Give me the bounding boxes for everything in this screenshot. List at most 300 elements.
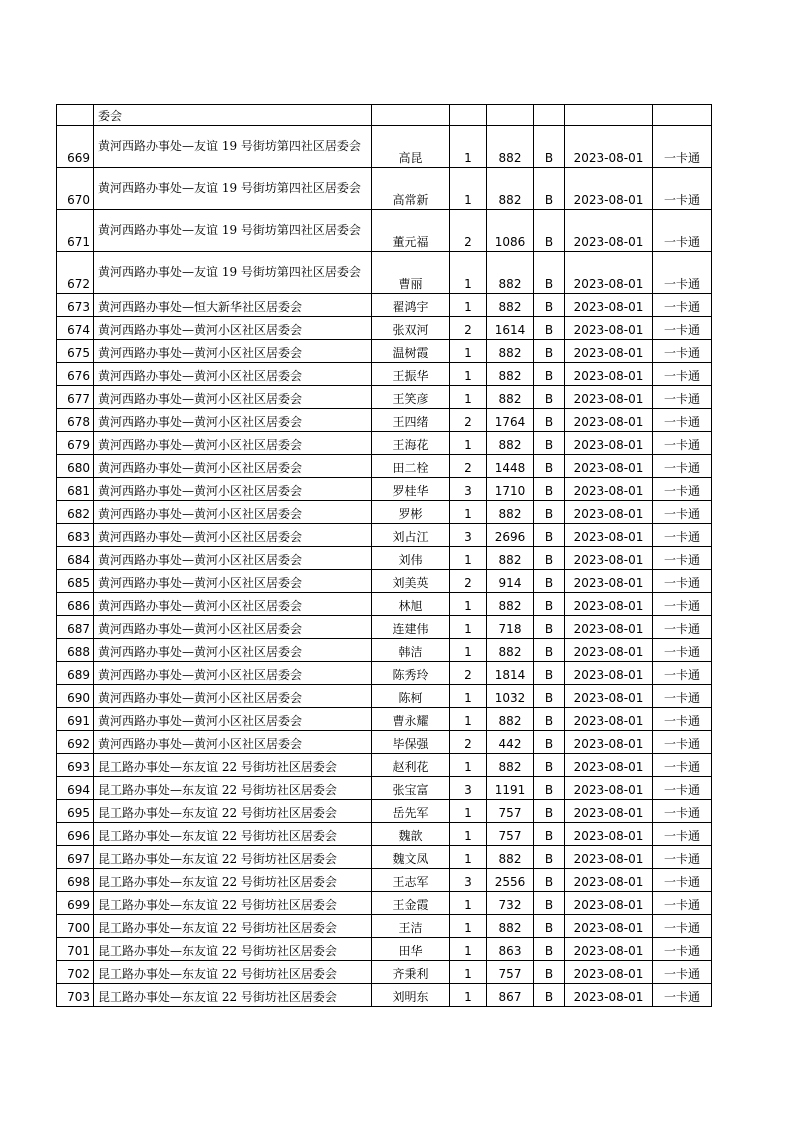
table-row — [57, 501, 712, 524]
unit-cell: 黄河西路办事处—黄河小区社区居委会 — [94, 409, 372, 432]
name-cell: 魏歆 — [372, 823, 450, 846]
count-cell: 1 — [450, 685, 487, 708]
table-row — [57, 800, 712, 823]
name-cell: 陈柯 — [372, 685, 450, 708]
row-number: 700 — [57, 915, 94, 938]
class-cell: B — [534, 662, 565, 685]
amount-cell: 882 — [487, 708, 534, 731]
payment-cell: 一卡通 — [653, 823, 712, 846]
amount-cell: 882 — [487, 593, 534, 616]
table-row — [57, 892, 712, 915]
class-cell: B — [534, 340, 565, 363]
row-number: 674 — [57, 317, 94, 340]
table-row — [57, 363, 712, 386]
table-row — [57, 846, 712, 869]
unit-cell: 昆工路办事处—东友谊 22 号街坊社区居委会 — [94, 961, 372, 984]
row-number — [57, 105, 94, 126]
class-cell: B — [534, 892, 565, 915]
table-row — [57, 869, 712, 892]
unit-cell: 昆工路办事处—东友谊 22 号街坊社区居委会 — [94, 915, 372, 938]
name-cell: 齐秉利 — [372, 961, 450, 984]
count-cell: 1 — [450, 386, 487, 409]
table-row — [57, 455, 712, 478]
payment-cell: 一卡通 — [653, 363, 712, 386]
date-cell: 2023-08-01 — [565, 478, 653, 501]
amount-cell: 914 — [487, 570, 534, 593]
row-number: 675 — [57, 340, 94, 363]
date-cell: 2023-08-01 — [565, 386, 653, 409]
unit-cell: 昆工路办事处—东友谊 22 号街坊社区居委会 — [94, 800, 372, 823]
class-cell: B — [534, 252, 565, 294]
amount-cell: 1814 — [487, 662, 534, 685]
class-cell: B — [534, 547, 565, 570]
class-cell: B — [534, 294, 565, 317]
count-cell: 1 — [450, 800, 487, 823]
count-cell: 1 — [450, 754, 487, 777]
amount-cell: 867 — [487, 984, 534, 1007]
class-cell: B — [534, 869, 565, 892]
payment-cell: 一卡通 — [653, 639, 712, 662]
table-row — [57, 210, 712, 252]
unit-cell: 昆工路办事处—东友谊 22 号街坊社区居委会 — [94, 823, 372, 846]
row-number: 683 — [57, 524, 94, 547]
row-number: 698 — [57, 869, 94, 892]
unit-cell: 黄河西路办事处—黄河小区社区居委会 — [94, 708, 372, 731]
payment-cell: 一卡通 — [653, 685, 712, 708]
table-row — [57, 317, 712, 340]
name-cell: 罗彬 — [372, 501, 450, 524]
count-cell: 1 — [450, 961, 487, 984]
payment-cell — [653, 105, 712, 126]
count-cell: 1 — [450, 363, 487, 386]
name-cell: 连建伟 — [372, 616, 450, 639]
table-row — [57, 432, 712, 455]
class-cell: B — [534, 386, 565, 409]
table-row — [57, 915, 712, 938]
row-number: 692 — [57, 731, 94, 754]
unit-cell: 黄河西路办事处—黄河小区社区居委会 — [94, 501, 372, 524]
date-cell: 2023-08-01 — [565, 938, 653, 961]
date-cell: 2023-08-01 — [565, 639, 653, 662]
table-row — [57, 685, 712, 708]
name-cell: 田二栓 — [372, 455, 450, 478]
row-number: 693 — [57, 754, 94, 777]
class-cell: B — [534, 501, 565, 524]
date-cell: 2023-08-01 — [565, 363, 653, 386]
class-cell: B — [534, 524, 565, 547]
amount-cell: 882 — [487, 915, 534, 938]
unit-cell: 黄河西路办事处—黄河小区社区居委会 — [94, 478, 372, 501]
name-cell: 张双河 — [372, 317, 450, 340]
count-cell: 1 — [450, 892, 487, 915]
date-cell: 2023-08-01 — [565, 823, 653, 846]
payment-cell: 一卡通 — [653, 501, 712, 524]
count-cell: 2 — [450, 570, 487, 593]
date-cell: 2023-08-01 — [565, 126, 653, 168]
row-number: 685 — [57, 570, 94, 593]
date-cell: 2023-08-01 — [565, 409, 653, 432]
payment-cell: 一卡通 — [653, 869, 712, 892]
date-cell: 2023-08-01 — [565, 340, 653, 363]
unit-cell: 黄河西路办事处—黄河小区社区居委会 — [94, 455, 372, 478]
row-number: 682 — [57, 501, 94, 524]
relief-roster-table — [56, 104, 712, 1007]
amount-cell: 882 — [487, 168, 534, 210]
amount-cell — [487, 105, 534, 126]
name-cell: 罗桂华 — [372, 478, 450, 501]
date-cell: 2023-08-01 — [565, 662, 653, 685]
count-cell: 1 — [450, 432, 487, 455]
payment-cell: 一卡通 — [653, 754, 712, 777]
payment-cell: 一卡通 — [653, 777, 712, 800]
date-cell: 2023-08-01 — [565, 570, 653, 593]
date-cell: 2023-08-01 — [565, 252, 653, 294]
date-cell: 2023-08-01 — [565, 616, 653, 639]
table-row — [57, 639, 712, 662]
unit-cell: 昆工路办事处—东友谊 22 号街坊社区居委会 — [94, 777, 372, 800]
count-cell: 1 — [450, 616, 487, 639]
amount-cell: 882 — [487, 363, 534, 386]
payment-cell: 一卡通 — [653, 168, 712, 210]
payment-cell: 一卡通 — [653, 524, 712, 547]
amount-cell: 882 — [487, 294, 534, 317]
class-cell: B — [534, 168, 565, 210]
class-cell: B — [534, 915, 565, 938]
amount-cell: 732 — [487, 892, 534, 915]
count-cell: 1 — [450, 639, 487, 662]
date-cell: 2023-08-01 — [565, 685, 653, 708]
table-row — [57, 938, 712, 961]
name-cell: 韩洁 — [372, 639, 450, 662]
amount-cell: 882 — [487, 386, 534, 409]
unit-cell: 昆工路办事处—东友谊 22 号街坊社区居委会 — [94, 869, 372, 892]
payment-cell: 一卡通 — [653, 547, 712, 570]
date-cell: 2023-08-01 — [565, 800, 653, 823]
payment-cell: 一卡通 — [653, 432, 712, 455]
date-cell: 2023-08-01 — [565, 731, 653, 754]
unit-cell: 黄河西路办事处—黄河小区社区居委会 — [94, 432, 372, 455]
unit-cell: 昆工路办事处—东友谊 22 号街坊社区居委会 — [94, 846, 372, 869]
class-cell: B — [534, 938, 565, 961]
payment-cell: 一卡通 — [653, 984, 712, 1007]
date-cell: 2023-08-01 — [565, 317, 653, 340]
amount-cell: 757 — [487, 800, 534, 823]
class-cell: B — [534, 984, 565, 1007]
date-cell: 2023-08-01 — [565, 168, 653, 210]
row-number: 686 — [57, 593, 94, 616]
class-cell: B — [534, 961, 565, 984]
amount-cell: 2696 — [487, 524, 534, 547]
date-cell: 2023-08-01 — [565, 846, 653, 869]
row-number: 670 — [57, 168, 94, 210]
date-cell: 2023-08-01 — [565, 455, 653, 478]
name-cell: 曹丽 — [372, 252, 450, 294]
unit-cell: 黄河西路办事处—友谊 19 号街坊第四社区居委会 — [94, 252, 372, 294]
class-cell: B — [534, 823, 565, 846]
name-cell: 王振华 — [372, 363, 450, 386]
payment-cell: 一卡通 — [653, 915, 712, 938]
class-cell: B — [534, 708, 565, 731]
count-cell: 1 — [450, 915, 487, 938]
payment-cell: 一卡通 — [653, 409, 712, 432]
amount-cell: 882 — [487, 126, 534, 168]
row-number: 672 — [57, 252, 94, 294]
unit-cell: 委会 — [94, 105, 372, 126]
unit-cell: 黄河西路办事处—黄河小区社区居委会 — [94, 616, 372, 639]
table-row — [57, 754, 712, 777]
row-number: 680 — [57, 455, 94, 478]
count-cell: 2 — [450, 731, 487, 754]
date-cell: 2023-08-01 — [565, 984, 653, 1007]
row-number: 678 — [57, 409, 94, 432]
payment-cell: 一卡通 — [653, 616, 712, 639]
name-cell: 曹永耀 — [372, 708, 450, 731]
class-cell: B — [534, 639, 565, 662]
row-number: 671 — [57, 210, 94, 252]
count-cell: 2 — [450, 662, 487, 685]
row-number: 702 — [57, 961, 94, 984]
name-cell: 刘美英 — [372, 570, 450, 593]
amount-cell: 1710 — [487, 478, 534, 501]
count-cell: 1 — [450, 984, 487, 1007]
table-row — [57, 340, 712, 363]
count-cell: 2 — [450, 455, 487, 478]
class-cell: B — [534, 210, 565, 252]
name-cell: 田华 — [372, 938, 450, 961]
unit-cell: 昆工路办事处—东友谊 22 号街坊社区居委会 — [94, 938, 372, 961]
row-number: 689 — [57, 662, 94, 685]
unit-cell: 黄河西路办事处—黄河小区社区居委会 — [94, 340, 372, 363]
unit-cell: 黄河西路办事处—黄河小区社区居委会 — [94, 317, 372, 340]
amount-cell: 882 — [487, 501, 534, 524]
payment-cell: 一卡通 — [653, 662, 712, 685]
payment-cell: 一卡通 — [653, 294, 712, 317]
class-cell: B — [534, 846, 565, 869]
payment-cell: 一卡通 — [653, 317, 712, 340]
name-cell: 毕保强 — [372, 731, 450, 754]
name-cell: 张宝富 — [372, 777, 450, 800]
payment-cell: 一卡通 — [653, 252, 712, 294]
table-row — [57, 126, 712, 168]
class-cell: B — [534, 754, 565, 777]
class-cell: B — [534, 616, 565, 639]
payment-cell: 一卡通 — [653, 570, 712, 593]
class-cell: B — [534, 800, 565, 823]
date-cell: 2023-08-01 — [565, 294, 653, 317]
amount-cell: 882 — [487, 846, 534, 869]
name-cell: 王洁 — [372, 915, 450, 938]
amount-cell: 882 — [487, 252, 534, 294]
count-cell: 3 — [450, 869, 487, 892]
unit-cell: 黄河西路办事处—友谊 19 号街坊第四社区居委会 — [94, 168, 372, 210]
payment-cell: 一卡通 — [653, 126, 712, 168]
amount-cell: 1764 — [487, 409, 534, 432]
class-cell: B — [534, 593, 565, 616]
row-number: 701 — [57, 938, 94, 961]
amount-cell: 882 — [487, 547, 534, 570]
table-row — [57, 708, 712, 731]
class-cell: B — [534, 126, 565, 168]
payment-cell: 一卡通 — [653, 731, 712, 754]
unit-cell: 黄河西路办事处—黄河小区社区居委会 — [94, 547, 372, 570]
table-row — [57, 252, 712, 294]
count-cell: 1 — [450, 340, 487, 363]
row-number: 681 — [57, 478, 94, 501]
name-cell: 刘明东 — [372, 984, 450, 1007]
row-number: 691 — [57, 708, 94, 731]
payment-cell: 一卡通 — [653, 340, 712, 363]
count-cell: 2 — [450, 409, 487, 432]
table-row — [57, 662, 712, 685]
table-row — [57, 731, 712, 754]
row-number: 694 — [57, 777, 94, 800]
class-cell: B — [534, 570, 565, 593]
row-number: 687 — [57, 616, 94, 639]
name-cell: 林旭 — [372, 593, 450, 616]
table-row — [57, 616, 712, 639]
count-cell: 1 — [450, 501, 487, 524]
count-cell: 1 — [450, 823, 487, 846]
date-cell: 2023-08-01 — [565, 524, 653, 547]
amount-cell: 1086 — [487, 210, 534, 252]
class-cell: B — [534, 363, 565, 386]
table-row — [57, 524, 712, 547]
unit-cell: 黄河西路办事处—黄河小区社区居委会 — [94, 662, 372, 685]
name-cell: 刘伟 — [372, 547, 450, 570]
name-cell: 岳先军 — [372, 800, 450, 823]
row-number: 669 — [57, 126, 94, 168]
unit-cell: 昆工路办事处—东友谊 22 号街坊社区居委会 — [94, 754, 372, 777]
class-cell: B — [534, 455, 565, 478]
count-cell: 1 — [450, 126, 487, 168]
class-cell: B — [534, 731, 565, 754]
count-cell: 2 — [450, 210, 487, 252]
date-cell: 2023-08-01 — [565, 432, 653, 455]
payment-cell: 一卡通 — [653, 938, 712, 961]
table-row — [57, 168, 712, 210]
name-cell: 陈秀玲 — [372, 662, 450, 685]
name-cell: 魏文凤 — [372, 846, 450, 869]
date-cell: 2023-08-01 — [565, 593, 653, 616]
amount-cell: 757 — [487, 823, 534, 846]
amount-cell: 718 — [487, 616, 534, 639]
table-row — [57, 386, 712, 409]
row-number: 697 — [57, 846, 94, 869]
class-cell — [534, 105, 565, 126]
class-cell: B — [534, 409, 565, 432]
date-cell: 2023-08-01 — [565, 777, 653, 800]
payment-cell: 一卡通 — [653, 800, 712, 823]
unit-cell: 黄河西路办事处—友谊 19 号街坊第四社区居委会 — [94, 210, 372, 252]
unit-cell: 黄河西路办事处—黄河小区社区居委会 — [94, 524, 372, 547]
name-cell: 王四绪 — [372, 409, 450, 432]
class-cell: B — [534, 478, 565, 501]
count-cell: 1 — [450, 846, 487, 869]
name-cell: 温树霞 — [372, 340, 450, 363]
unit-cell: 昆工路办事处—东友谊 22 号街坊社区居委会 — [94, 892, 372, 915]
amount-cell: 863 — [487, 938, 534, 961]
name-cell: 高昆 — [372, 126, 450, 168]
date-cell: 2023-08-01 — [565, 869, 653, 892]
amount-cell: 1448 — [487, 455, 534, 478]
date-cell: 2023-08-01 — [565, 915, 653, 938]
amount-cell: 442 — [487, 731, 534, 754]
count-cell: 1 — [450, 547, 487, 570]
name-cell: 刘占江 — [372, 524, 450, 547]
table-row — [57, 570, 712, 593]
row-number: 696 — [57, 823, 94, 846]
amount-cell: 882 — [487, 754, 534, 777]
name-cell: 高常新 — [372, 168, 450, 210]
continuation-row — [57, 105, 712, 126]
unit-cell: 黄河西路办事处—黄河小区社区居委会 — [94, 593, 372, 616]
count-cell: 1 — [450, 168, 487, 210]
name-cell: 王笑彦 — [372, 386, 450, 409]
count-cell: 2 — [450, 317, 487, 340]
payment-cell: 一卡通 — [653, 210, 712, 252]
unit-cell: 黄河西路办事处—黄河小区社区居委会 — [94, 570, 372, 593]
unit-cell: 黄河西路办事处—黄河小区社区居委会 — [94, 731, 372, 754]
unit-cell: 黄河西路办事处—恒大新华社区居委会 — [94, 294, 372, 317]
name-cell: 董元福 — [372, 210, 450, 252]
table-row — [57, 409, 712, 432]
count-cell — [450, 105, 487, 126]
table-row — [57, 294, 712, 317]
amount-cell: 882 — [487, 639, 534, 662]
row-number: 695 — [57, 800, 94, 823]
amount-cell: 1614 — [487, 317, 534, 340]
row-number: 679 — [57, 432, 94, 455]
table-row — [57, 984, 712, 1007]
payment-cell: 一卡通 — [653, 708, 712, 731]
count-cell: 1 — [450, 252, 487, 294]
count-cell: 1 — [450, 708, 487, 731]
payment-cell: 一卡通 — [653, 846, 712, 869]
table-row — [57, 478, 712, 501]
class-cell: B — [534, 432, 565, 455]
count-cell: 3 — [450, 478, 487, 501]
name-cell — [372, 105, 450, 126]
count-cell: 1 — [450, 938, 487, 961]
name-cell: 王海花 — [372, 432, 450, 455]
row-number: 677 — [57, 386, 94, 409]
date-cell: 2023-08-01 — [565, 501, 653, 524]
table-row — [57, 823, 712, 846]
name-cell: 王志军 — [372, 869, 450, 892]
name-cell: 王金霞 — [372, 892, 450, 915]
amount-cell: 1032 — [487, 685, 534, 708]
payment-cell: 一卡通 — [653, 593, 712, 616]
row-number: 673 — [57, 294, 94, 317]
table-row — [57, 593, 712, 616]
row-number: 688 — [57, 639, 94, 662]
count-cell: 1 — [450, 294, 487, 317]
name-cell: 翟鸿宇 — [372, 294, 450, 317]
amount-cell: 2556 — [487, 869, 534, 892]
amount-cell: 1191 — [487, 777, 534, 800]
unit-cell: 昆工路办事处—东友谊 22 号街坊社区居委会 — [94, 984, 372, 1007]
amount-cell: 882 — [487, 432, 534, 455]
date-cell: 2023-08-01 — [565, 892, 653, 915]
payment-cell: 一卡通 — [653, 892, 712, 915]
row-number: 690 — [57, 685, 94, 708]
table-row — [57, 777, 712, 800]
class-cell: B — [534, 317, 565, 340]
date-cell: 2023-08-01 — [565, 210, 653, 252]
row-number: 699 — [57, 892, 94, 915]
row-number: 684 — [57, 547, 94, 570]
row-number: 703 — [57, 984, 94, 1007]
